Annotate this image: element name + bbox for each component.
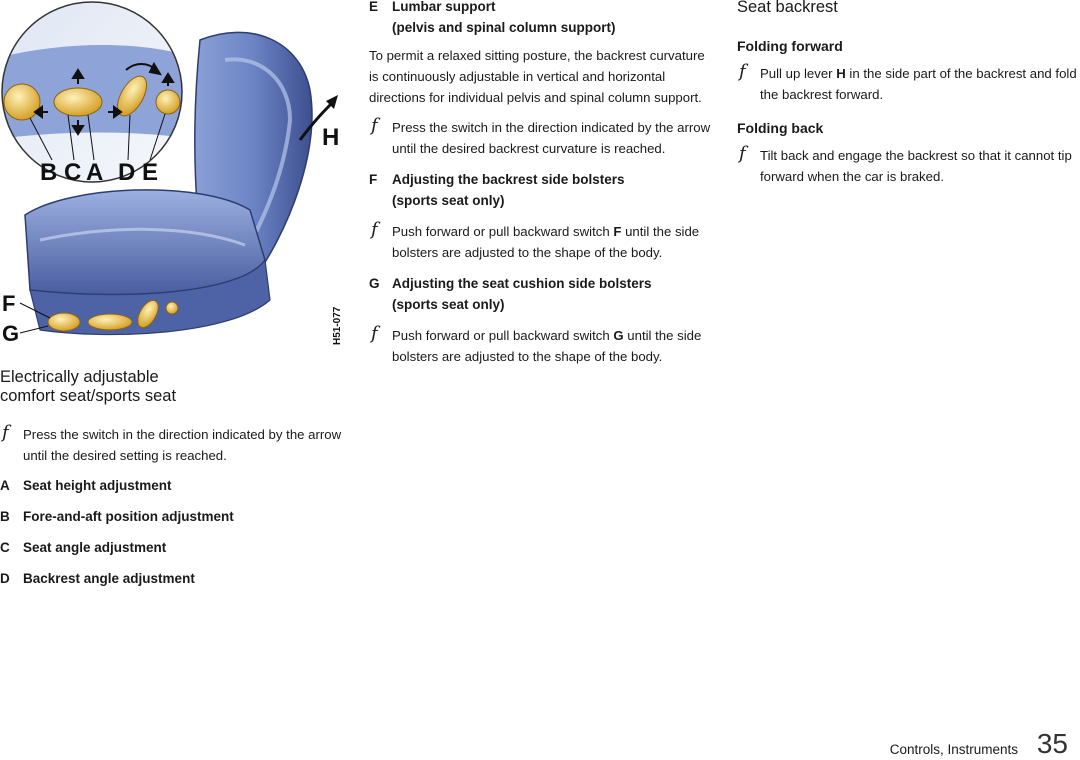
instruction (369, 117, 714, 159)
legend-item-b (0, 506, 345, 527)
chapter-title: Controls, Instruments (889, 742, 1018, 757)
bullet-icon: f (371, 323, 378, 344)
legend-text: Fore-and-aft position adjustment (23, 509, 234, 524)
section-heading: Seat backrest (737, 0, 838, 16)
switch-e-shape (156, 90, 180, 114)
switch-c-a-shape (54, 88, 102, 116)
section-e-title (369, 0, 714, 38)
heading-line: comfort seat/sports seat (0, 387, 177, 405)
col1-text (0, 368, 345, 589)
legend-item-a (0, 475, 345, 496)
section-title-line: (sports seat only) (392, 193, 505, 208)
bullet-icon: f (739, 143, 746, 164)
instruction (737, 145, 1080, 187)
section-title-line: Adjusting the seat cushion side bolsters (392, 276, 652, 291)
seat-diagram (0, 0, 345, 345)
instruction (369, 221, 714, 263)
section-title-line: Adjusting the backrest side bolsters (392, 172, 625, 187)
callout-c: C (64, 159, 82, 186)
bullet-icon: f (371, 115, 378, 136)
switch-g-shape (48, 313, 80, 331)
middle-column (369, 0, 714, 367)
instruction (369, 325, 714, 367)
callout-a: A (86, 159, 104, 186)
legend-text: Seat height adjustment (23, 478, 172, 493)
instruction (737, 63, 1080, 105)
heading-line: Electrically adjustable (0, 368, 159, 386)
seat-cushion-shape (25, 190, 265, 295)
bullet-icon: f (371, 219, 378, 240)
instruction-text: Push forward or pull backward switch (392, 224, 614, 239)
lever-ref: H (836, 66, 846, 81)
legend-item-c (0, 537, 345, 558)
instruction-text: in the side part of the backrest and fold the backrest forward. (760, 66, 1077, 102)
legend-text: Seat angle adjustment (23, 540, 167, 555)
instruction-text: Push forward or pull backward switch (392, 328, 614, 343)
instruction-text: Pull up lever (760, 66, 837, 81)
switch-label-f: F (2, 291, 16, 316)
bullet-icon: f (739, 61, 746, 82)
section-f-title (369, 169, 714, 211)
section-g-title (369, 273, 714, 315)
seat-illustration (0, 0, 345, 345)
legend-item-d (0, 568, 345, 589)
legend-key: A (0, 478, 10, 493)
instruction-text: until the side bolsters are adjusted to the shape of the body. (392, 328, 702, 364)
legend-text: Backrest angle adjustment (23, 571, 195, 586)
switch-ref: G (613, 328, 624, 343)
instruction-text: Press the switch in the direction indicated by the arrow until the desired backrest curvature is reached. (392, 120, 711, 156)
section-key: E (369, 0, 379, 14)
section-key: F (369, 172, 378, 187)
switch-ref: F (613, 224, 622, 239)
legend-key: D (0, 571, 10, 586)
callout-d: D (118, 159, 136, 186)
instruction-text: Press the switch in the direction indicated by the arrow until the desired setting is reached. (23, 427, 342, 463)
page-number: 35 (1036, 728, 1068, 759)
subheading-folding-back: Folding back (737, 120, 824, 136)
section-title-line: Lumbar support (392, 0, 496, 14)
instruction-text: Tilt back and engage the backrest so that it cannot tip forward when the car is braked. (760, 148, 1072, 184)
subheading-folding-forward: Folding forward (737, 38, 843, 54)
bullet-icon: f (2, 422, 9, 443)
lever-label: H (322, 124, 340, 151)
figure-code: H51-077 (332, 306, 343, 345)
section-key: G (369, 276, 380, 291)
callout-e: E (142, 159, 159, 186)
right-column (737, 0, 1080, 187)
legend-key: B (0, 509, 10, 524)
section-title-line: (sports seat only) (392, 297, 505, 312)
section-heading (0, 368, 345, 406)
instruction-text: until the side bolsters are adjusted to the shape of the body. (392, 224, 700, 260)
legend-key: C (0, 540, 10, 555)
switch-b-shape (4, 84, 40, 120)
instruction (0, 424, 345, 466)
section-title-line: (pelvis and spinal column support) (392, 20, 616, 35)
lumbar-paragraph: To permit a relaxed sitting posture, the backrest curvature is continuously adjustable in vertical and horizontal directions for individual pelvis and spinal column support. (369, 48, 705, 105)
callout-b: B (40, 159, 58, 186)
switch-label-g: G (2, 321, 20, 345)
